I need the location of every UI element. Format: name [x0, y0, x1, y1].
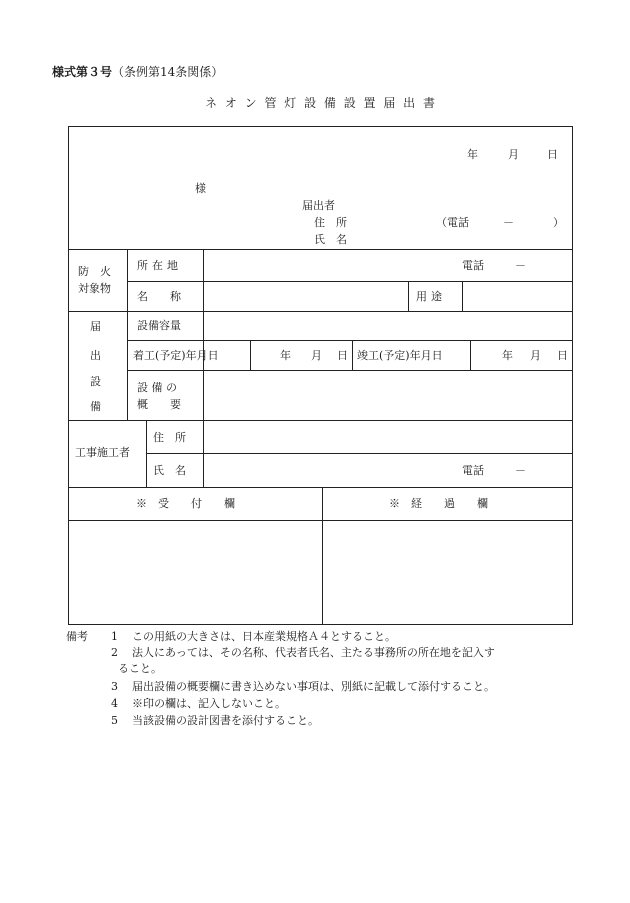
location-field[interactable] [206, 252, 456, 278]
contractor-name-field[interactable] [206, 456, 456, 484]
start-day[interactable]: 日 [337, 349, 348, 362]
contractor-name-label: 氏 名 [153, 464, 186, 477]
applicant-phone-dash: － [503, 216, 514, 229]
equipment-group-char-3: 設 [90, 375, 101, 388]
capacity-field[interactable] [206, 314, 570, 338]
end-month[interactable]: 月 [530, 349, 541, 362]
progress-area [324, 522, 571, 623]
progress-header: ※ 経 過 欄 [389, 497, 488, 510]
overview-label-2: 概 要 [137, 398, 181, 411]
note-text: 法人にあっては、その名称、代表者氏名、主たる事務所の所在地を記入す [132, 646, 495, 659]
note-text: ること。 [118, 662, 162, 675]
reception-header: ※ 受 付 欄 [136, 497, 235, 510]
form-title: ネ オ ン 管 灯 設 備 設 置 届 出 書 [205, 96, 437, 110]
contractor-address-label: 住 所 [153, 431, 186, 444]
date-year: 年 [467, 148, 478, 161]
contractor-phone-label: 電話 [462, 464, 484, 477]
date-month: 月 [508, 148, 519, 161]
start-month[interactable]: 月 [311, 349, 322, 362]
start-date-label: 着工(予定)年月日 [133, 349, 219, 362]
target-name-label: 名 称 [137, 290, 181, 303]
applicant-phone-label: （電話 [436, 216, 469, 229]
end-year[interactable]: 年 [502, 349, 513, 362]
form-number: 様式第３号（条例第14条関係） [52, 65, 224, 79]
note-number: 2 [111, 646, 118, 659]
notes-heading: 備考 [66, 630, 88, 643]
usage-field[interactable] [466, 284, 570, 308]
location-label: 所在地 [137, 259, 182, 272]
contractor-label: 工事施工者 [75, 446, 130, 459]
overview-label-1: 設 備 の [137, 381, 177, 394]
contractor-address-field[interactable] [206, 423, 570, 450]
applicant-phone-close: ） [553, 216, 564, 229]
note-number: 5 [111, 714, 118, 727]
applicant-address-label: 住 所 [314, 216, 347, 229]
overview-field[interactable] [206, 373, 570, 417]
note-number: 1 [111, 630, 118, 643]
start-year[interactable]: 年 [280, 349, 291, 362]
capacity-label: 設備容量 [137, 319, 181, 332]
location-phone-label: 電話 [462, 259, 484, 272]
contractor-phone-dash: － [515, 464, 526, 477]
fire-target-label-1: 防 火 [78, 265, 111, 278]
note-text: 当該設備の設計図書を添付すること。 [132, 714, 319, 727]
addressee-suffix: 様 [195, 182, 206, 195]
applicant-label: 届出者 [302, 199, 335, 212]
note-number: 3 [111, 680, 118, 693]
equipment-group-char-2: 出 [90, 349, 101, 362]
fire-target-label-2: 対象物 [78, 282, 111, 295]
note-text: この用紙の大きさは、日本産業規格Ａ４とすること。 [132, 630, 396, 643]
end-day[interactable]: 日 [557, 349, 568, 362]
usage-label: 用途 [416, 290, 446, 303]
note-number: 4 [111, 697, 118, 710]
equipment-group-char-4: 備 [90, 400, 101, 413]
equipment-group-char-1: 届 [90, 320, 101, 333]
reception-area [70, 522, 320, 623]
end-date-label: 竣工(予定)年月日 [357, 349, 443, 362]
target-name-field[interactable] [206, 284, 404, 308]
note-text: ※印の欄は、記入しないこと。 [132, 697, 286, 710]
date-day: 日 [547, 148, 558, 161]
location-phone-dash: － [515, 259, 526, 272]
applicant-name-label: 氏 名 [314, 233, 347, 246]
note-text: 届出設備の概要欄に書き込めない事項は、別紙に記載して添付すること。 [132, 680, 495, 693]
